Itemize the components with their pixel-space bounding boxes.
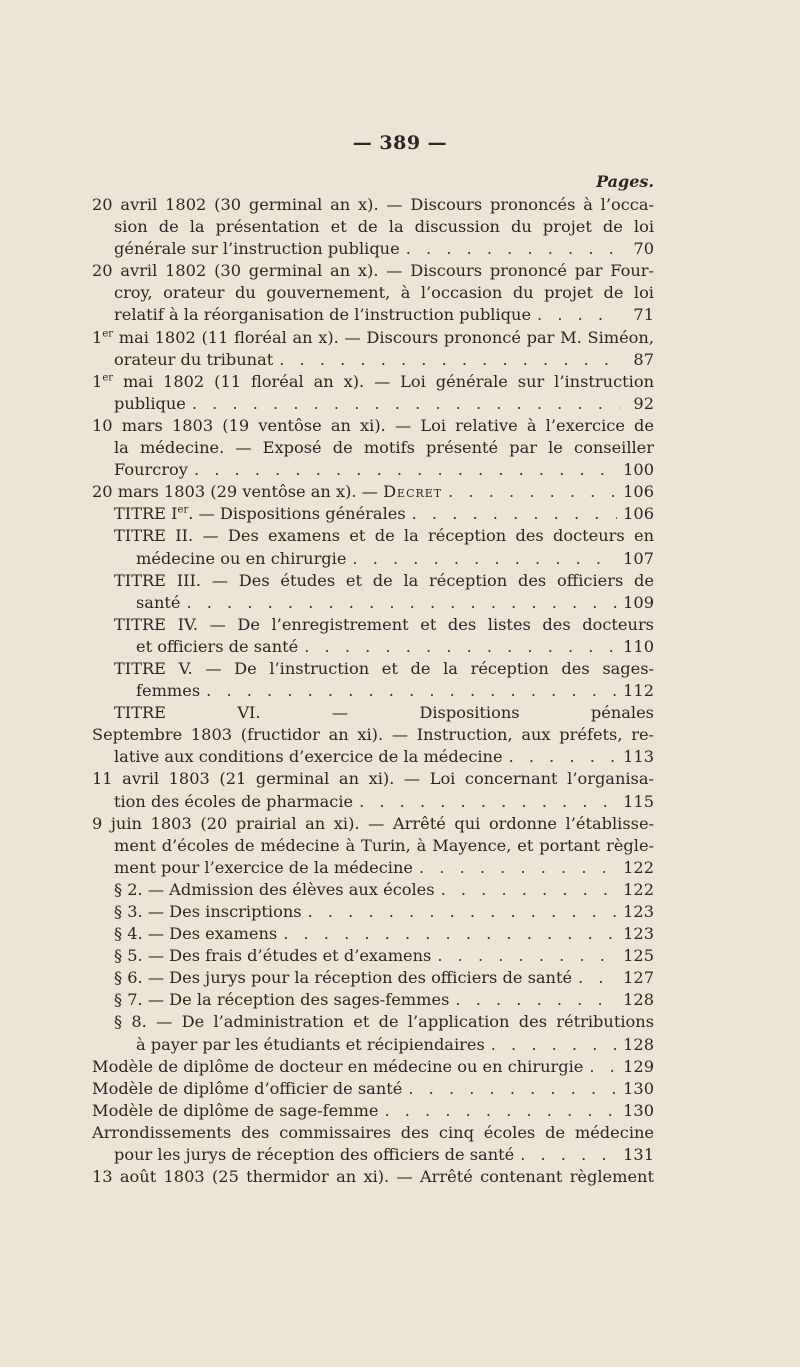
toc-entry <box>92 945 654 967</box>
toc-line <box>92 923 654 945</box>
toc-text: mai 1802 (11 floréal an x). — Discours prononcé par M. Siméon, <box>118 327 654 347</box>
toc-text: tion des écoles de pharmacie <box>114 791 354 811</box>
toc-line: § 8. — De l’administration et de l’application des rétributions <box>114 1012 654 1032</box>
dot-leader <box>206 680 617 702</box>
dot-leader <box>537 304 620 326</box>
dot-leader <box>408 1078 617 1100</box>
toc-entry <box>92 901 654 923</box>
toc-entry <box>92 1078 654 1100</box>
toc-page-ref: 106 <box>623 504 654 524</box>
toc-text: à payer par les étudiants et récipiendaires <box>136 1034 485 1054</box>
toc-line: sion de la présentation et de la discussion du projet de loi <box>114 217 654 237</box>
toc-entry <box>92 1011 654 1055</box>
dot-leader <box>441 879 618 901</box>
dot-leader <box>578 967 617 989</box>
toc-text: 20 mars 1803 (29 ventôse an x). — Decret <box>92 482 443 502</box>
toc-entry <box>92 503 654 525</box>
toc-line <box>92 989 654 1011</box>
toc-page-ref: 123 <box>623 924 654 944</box>
toc-entry <box>92 1166 654 1188</box>
toc-page-ref: 110 <box>623 636 654 656</box>
toc-text: ment pour l’exercice de la médecine <box>114 857 413 877</box>
toc-line <box>92 1034 654 1056</box>
toc-line <box>92 1078 654 1100</box>
toc-line <box>92 503 654 525</box>
toc-line: 20 avril 1802 (30 germinal an x). — Discours prononcé par Four- <box>92 261 654 281</box>
toc-line: 9 juin 1803 (20 prairial an xi). — Arrêté qui ordonne l’établisse- <box>92 813 654 833</box>
toc-entry <box>92 658 654 702</box>
toc-line: 10 mars 1803 (19 ventôse an xi). — Loi relative à l’exercice de <box>92 415 654 435</box>
toc-line: TITRE III. — Des études et de la réception des officiers de <box>114 570 654 590</box>
toc-entry <box>92 415 654 481</box>
toc-line: 11 avril 1803 (21 germinal an xi). — Loi concernant l’organisa- <box>92 769 654 789</box>
toc-line <box>92 1100 654 1122</box>
toc-text: pour les jurys de réception des officiers de santé <box>114 1145 515 1165</box>
dot-leader <box>412 503 617 525</box>
decret-label: Decret <box>383 482 443 502</box>
toc-text: Fourcroy <box>114 460 188 480</box>
toc-text: Modèle de diplôme d’officier de santé <box>92 1078 403 1098</box>
dot-leader <box>352 548 617 570</box>
toc-entry <box>92 327 654 371</box>
dot-leader <box>448 481 617 503</box>
toc-line: Arrondissements des commissaires des cinq écoles de médecine <box>92 1122 654 1142</box>
toc-page-ref: 113 <box>623 747 654 767</box>
toc-entry <box>92 570 654 614</box>
toc-line: 1er mai 1802 (11 floréal an x). — Discours prononcé par M. Siméon, <box>92 327 654 347</box>
toc-line: TITRE II. — Des examens et de la réception des docteurs en <box>114 526 654 546</box>
dot-leader <box>455 989 617 1011</box>
toc-text: § 5. — Des frais d’études et d’examens <box>114 946 432 966</box>
dot-leader <box>192 393 620 415</box>
toc-entry <box>92 923 654 945</box>
toc-line: ment d’écoles de médecine à Turin, à Mayence, et portant règle- <box>114 835 654 855</box>
toc-page-ref: 71 <box>633 305 654 325</box>
toc-text: § 7. — De la réception des sages-femmes <box>114 990 450 1010</box>
toc-text: générale sur l’instruction publique <box>114 239 400 259</box>
toc-page-ref: 125 <box>623 946 654 966</box>
toc-entry <box>92 1100 654 1122</box>
dot-leader <box>589 1056 617 1078</box>
dot-leader <box>283 923 617 945</box>
toc-page-ref: 123 <box>623 902 654 921</box>
toc-line: la médecine. — Exposé de motifs présenté par le conseiller <box>114 438 654 458</box>
toc-line <box>92 967 654 989</box>
toc-line: Septembre 1803 (fructidor an xi). — Instruction, aux préfets, re- <box>92 725 654 745</box>
toc-page-ref: 100 <box>623 460 654 480</box>
toc-entry <box>92 879 654 901</box>
toc-page-ref: 106 <box>623 482 654 502</box>
toc-text: relatif à la réorganisation de l’instruction publique <box>114 305 532 325</box>
dot-leader <box>186 592 617 614</box>
toc-page-ref: 109 <box>623 592 654 612</box>
toc-entry <box>92 481 654 503</box>
toc-line <box>92 459 654 481</box>
toc-line: TITRE VI. — Dispositions pénales <box>114 703 654 723</box>
toc-entry <box>92 768 654 812</box>
toc-page-ref: 130 <box>623 1078 654 1098</box>
toc-entry <box>92 724 654 768</box>
toc-entry <box>92 194 654 260</box>
toc-entry <box>92 371 654 415</box>
toc-line <box>92 746 654 768</box>
toc-text: lative aux conditions d’exercice de la médecine <box>114 747 503 767</box>
toc-page-ref: 130 <box>623 1100 654 1120</box>
toc-text: médecine ou en chirurgie <box>136 548 347 568</box>
toc-text: femmes <box>136 681 201 701</box>
toc-text: TITRE Ier. — Dispositions générales <box>114 504 406 524</box>
toc-line <box>92 548 654 570</box>
toc-page-ref: 87 <box>633 349 654 369</box>
toc-line <box>92 791 654 813</box>
dot-leader <box>384 1100 617 1122</box>
toc-text: § 4. — Des examens <box>114 924 278 944</box>
dot-leader <box>509 746 618 768</box>
toc-text: santé <box>136 592 181 612</box>
toc-line <box>92 1144 654 1166</box>
toc-line <box>92 304 654 326</box>
toc-entry <box>92 989 654 1011</box>
dot-leader <box>279 349 620 371</box>
toc-line <box>92 879 654 901</box>
dot-leader <box>491 1034 617 1056</box>
toc-page-ref: 92 <box>633 393 654 413</box>
dot-leader <box>437 945 617 967</box>
toc-text: § 2. — Admission des élèves aux écoles <box>114 879 435 899</box>
toc-line: TITRE IV. — De l’enregistrement et des listes des docteurs <box>114 614 654 634</box>
toc-entry <box>92 525 654 569</box>
toc-text: et officiers de santé <box>136 636 299 656</box>
toc-page-ref: 115 <box>623 791 654 811</box>
toc-text: § 6. — Des jurys pour la réception des officiers de santé <box>114 968 573 988</box>
toc-entry <box>92 967 654 989</box>
toc-page-ref: 112 <box>623 681 654 701</box>
toc-text: Modèle de diplôme de sage-femme <box>92 1100 379 1120</box>
toc-page-ref: 127 <box>623 968 654 988</box>
toc-line <box>92 857 654 879</box>
toc-line <box>92 945 654 967</box>
dot-leader <box>308 901 618 923</box>
pages-column-label: Pages. <box>596 172 654 191</box>
toc-page-ref: 131 <box>623 1145 654 1165</box>
toc-entry <box>92 1122 654 1166</box>
toc-entry <box>92 702 654 724</box>
page-number: — 389 — <box>352 132 448 154</box>
toc-line: 20 avril 1802 (30 germinal an x). — Discours prononcés à l’occa- <box>92 195 654 214</box>
toc-page-ref: 128 <box>623 990 654 1010</box>
toc-line <box>92 393 654 415</box>
toc-line: croy, orateur du gouvernement, à l’occasion du projet de loi <box>114 283 654 303</box>
toc-entry <box>92 614 654 658</box>
dot-leader <box>304 636 617 658</box>
toc-line: TITRE V. — De l’instruction et de la réception des sages- <box>114 658 654 678</box>
toc-text: § 3. — Des inscriptions <box>114 902 302 921</box>
toc-line: 1er mai 1802 (11 floréal an x). — Loi générale sur l’instruction <box>92 371 654 391</box>
toc-entry <box>92 260 654 326</box>
toc-text: mai 1802 (11 floréal an x). — Loi générale sur l’instruction <box>122 371 654 391</box>
toc-page-ref: 122 <box>623 879 654 899</box>
toc-line <box>92 1056 654 1078</box>
dot-leader <box>520 1144 617 1166</box>
superscript: er <box>102 372 114 384</box>
toc-line <box>92 238 654 260</box>
toc-page-ref: 122 <box>623 857 654 877</box>
toc-line <box>92 680 654 702</box>
dot-leader <box>194 459 617 481</box>
toc-text: Modèle de diplôme de docteur en médecine ou en chirurgie <box>92 1056 584 1076</box>
toc-page-ref: 128 <box>623 1034 654 1054</box>
toc-line <box>92 481 654 503</box>
toc-line <box>92 636 654 658</box>
toc-line <box>92 349 654 371</box>
toc-line <box>92 901 654 923</box>
dot-leader <box>406 238 620 260</box>
toc-entry <box>92 1056 654 1078</box>
toc-page-ref: 107 <box>623 548 654 568</box>
toc-page-ref: 129 <box>623 1056 654 1076</box>
superscript: er <box>177 504 189 516</box>
superscript: er <box>102 328 114 340</box>
toc-line: 13 août 1803 (25 thermidor an xi). — Arrêté contenant règlement <box>92 1167 654 1187</box>
toc-line <box>92 592 654 614</box>
toc-page-ref: 70 <box>633 239 654 259</box>
toc-text: publique <box>114 393 186 413</box>
table-of-contents <box>92 194 654 1188</box>
dot-leader <box>359 791 617 813</box>
toc-text: orateur du tribunat <box>114 349 274 369</box>
toc-entry <box>92 813 654 879</box>
dot-leader <box>419 857 617 879</box>
